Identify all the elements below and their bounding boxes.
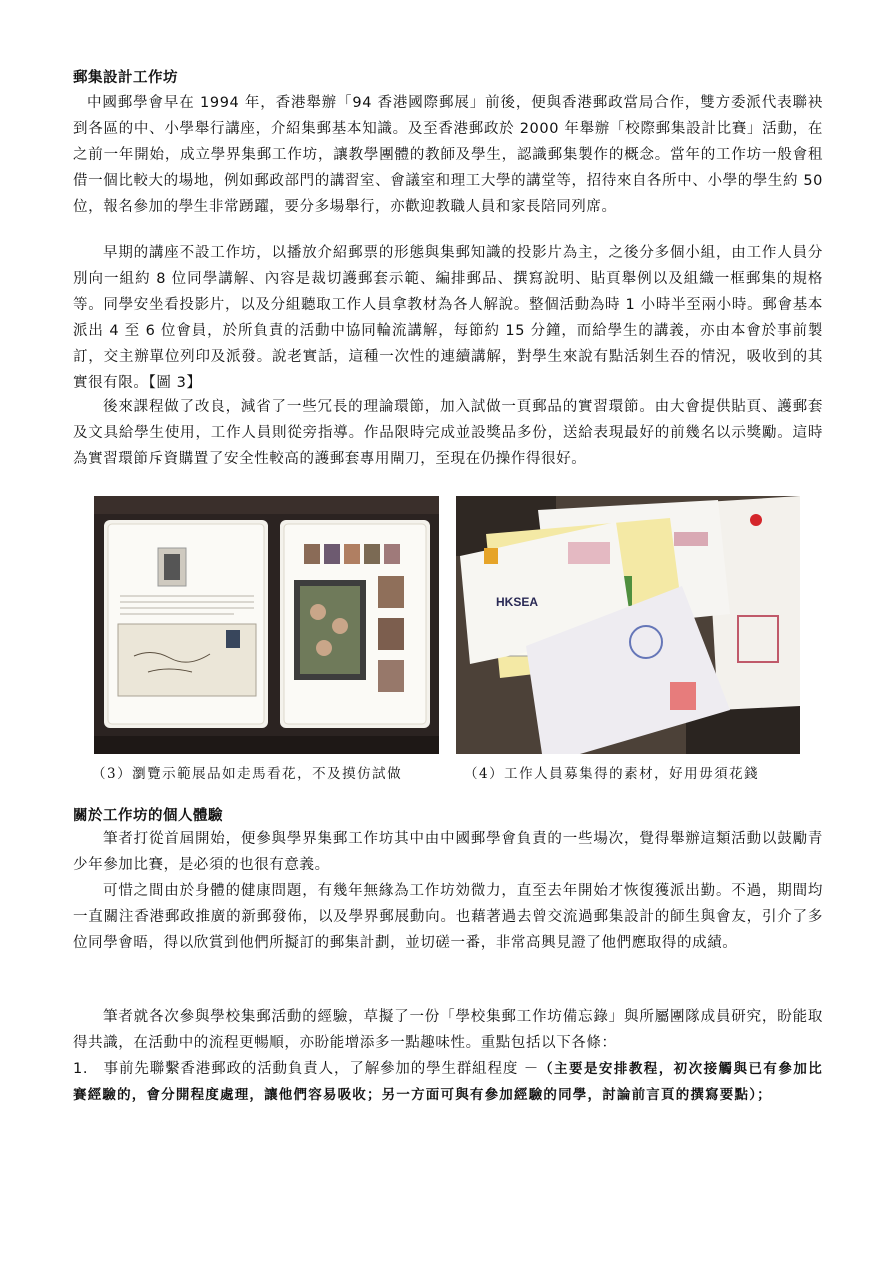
paragraph: 筆者打從首屆開始，便參與學界集郵工作坊其中由中國郵學會負責的一些場次，覺得舉辦這類活動以鼓勵青少年參加比賽，是必須的也很有意義。 bbox=[73, 831, 823, 873]
figure-3-caption: （3）瀏覽示範展品如走馬看花，不及摸仿試做 bbox=[92, 766, 403, 782]
list-item-1-note: （主要是安排教程，初次接觸與已有參加比賽經驗的，會分開程度處理，讓他們容易吸收；另一方面可與有參加經驗的同學，討論前言頁的撰寫要點）； bbox=[73, 1061, 823, 1103]
figure-4-photo bbox=[456, 496, 800, 754]
section-title-personal-experience: 關於工作坊的個人體驗 bbox=[73, 808, 223, 824]
paragraph: 筆者就各次參與學校集郵活動的經驗，草擬了一份「學校集郵工作坊備忘錄」與所屬團隊成員研究，盼能取得共識，在活動中的流程更暢順，亦盼能增添多一點趣味性。重點包括以下各條： bbox=[73, 1009, 823, 1051]
paragraph: 可惜之間由於身體的健康問題，有幾年無緣為工作坊効微力，直至去年開始才恢復獲派出勤。不過，期間均一直關注香港郵政推廣的新郵發佈，以及學界郵展動向。也藉著過去曾交流過郵集設計的師生與會友，引介了多位同學會晤，得以欣賞到他們所擬訂的郵集計劃，並切磋一番，非常高興見證了他們應取得的成績。 bbox=[73, 883, 823, 951]
paragraph: 早期的講座不設工作坊，以播放介紹郵票的形態與集郵知識的投影片為主，之後分多個小組，由工作人員分別向一組約 8 位同學講解、內容是裁切護郵套示範、編排郵品、撰寫說明、貼頁舉例以及組織一框郵集的規格等。同學安坐看投影片，以及分組聽取工作人員拿教材為各人解說。整個活動為時 1 小時半至兩小時。郵會基本派出 4 至 6 位會員，於所負責的活動中協同輪流講解，每節約 15 分鐘，而給學生的講義，亦由本會於事前製訂，交主辦單位列印及派發。說老實話，這種一次性的連續講解，對學生來說有點活剝生吞的情況，吸收到的其實很有限。【圖 3】 bbox=[73, 245, 823, 391]
list-item-1-lead: 1. 事前先聯繫香港郵政的活動負責人，了解參加的學生群組程度 － bbox=[73, 1061, 539, 1077]
figure-4-caption: （4）工作人員募集得的素材，好用毋須花錢 bbox=[464, 766, 760, 782]
envelopes-illustration bbox=[456, 496, 800, 754]
figure-3-photo bbox=[94, 496, 439, 754]
paragraph: 後來課程做了改良，減省了一些冗長的理論環節，加入試做一頁郵品的實習環節。由大會提供貼頁、護郵套及文具給學生使用，工作人員則從旁指導。作品限時完成並設獎品多份，送給表現最好的前幾名以示獎勵。這時為實習環節斥資購置了安全性較高的護郵套專用閘刀，至現在仍操作得很好。 bbox=[73, 399, 823, 467]
list-item-1 bbox=[73, 1056, 823, 1108]
paragraph: 中國郵學會早在 1994 年，香港舉辦「94 香港國際郵展」前後，便與香港郵政當局合作，雙方委派代表聯袂到各區的中、小學舉行講座，介紹集郵基本知識。及至香港郵政於 2000 年舉辦「校際郵集設計比賽」活動，在之前一年開始，成立學界集郵工作坊，讓教學團體的教師及學生，認識郵集製作的概念。當年的工作坊一般會租借一個比較大的場地，例如郵政部門的講習室、會議室和理工大學的講堂等，招待來自各所中、小學的學生約 50 位，報名參加的學生非常踴躍，要分多場舉行，亦歡迎教職人員和家長陪同列席。 bbox=[73, 95, 823, 215]
section-title-workshop: 郵集設計工作坊 bbox=[73, 70, 178, 86]
exhibit-display-illustration bbox=[94, 496, 439, 754]
envelope-label: HKSEA bbox=[496, 595, 539, 609]
